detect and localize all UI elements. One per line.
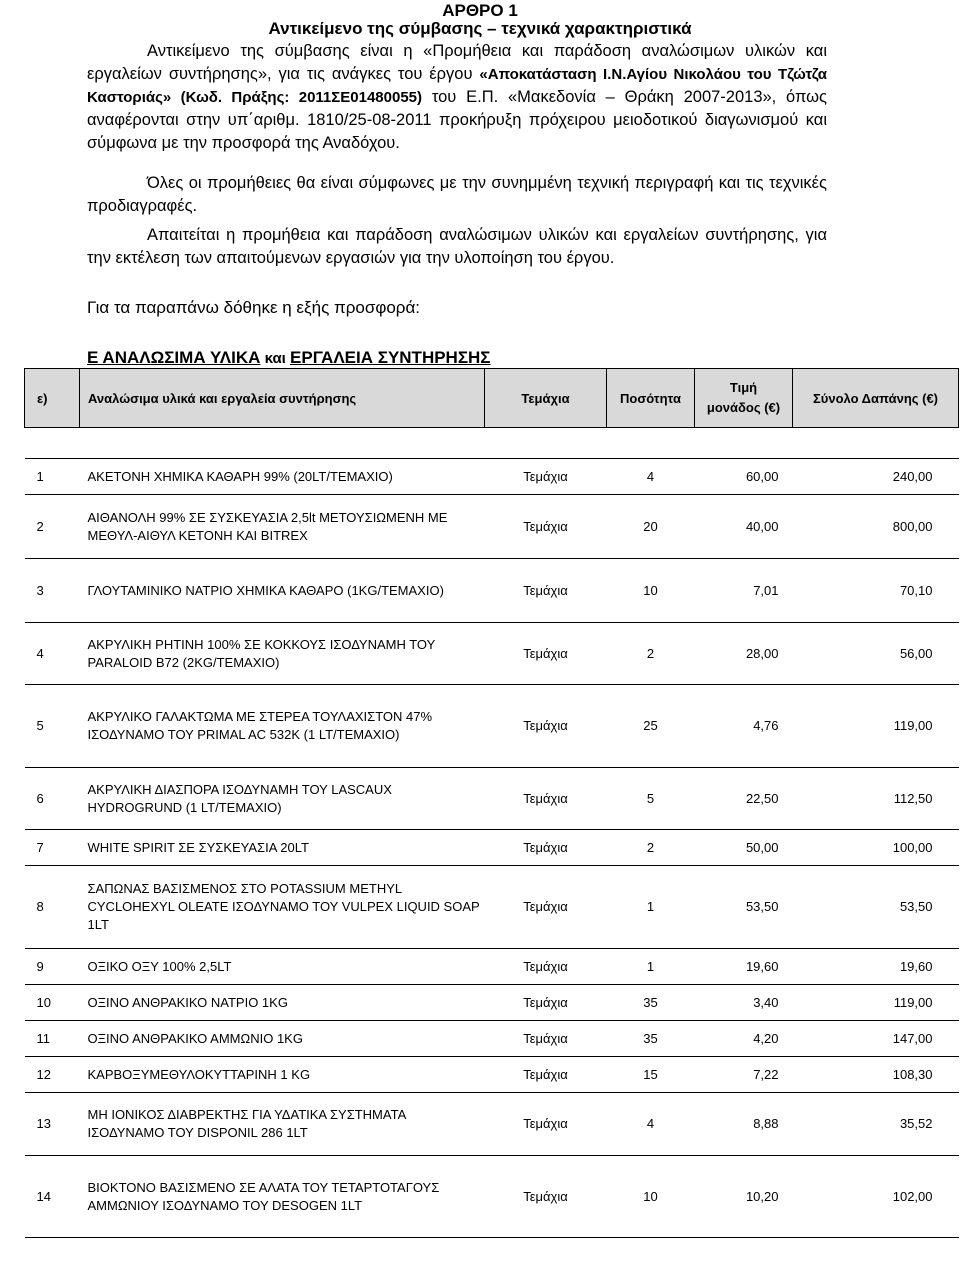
row-number: 6 xyxy=(25,768,80,830)
row-unit-price: 28,00 xyxy=(695,623,793,685)
row-number: 12 xyxy=(25,1057,80,1093)
table-row xyxy=(25,768,959,830)
row-number: 13 xyxy=(25,1093,80,1156)
header-unit: Τεμάχια xyxy=(485,369,607,428)
row-number: 11 xyxy=(25,1021,80,1057)
header-letter: ε) xyxy=(25,369,80,428)
row-description: ΑΚΡΥΛΙΚΗ ΔΙΑΣΠΟΡΑ ΙΣΟΔΥΝΑΜΗ ΤΟΥ LASCAUX HYDROGRUND (1 LT/ΤΕΜΑΧΙΟ) xyxy=(80,768,485,830)
row-quantity: 1 xyxy=(607,949,695,985)
row-description: ΑΚΡΥΛΙΚΟ ΓΑΛΑΚΤΩΜΑ ΜΕ ΣΤΕΡΕΑ ΤΟΥΛΑΧΙΣΤΟΝ 47% ΙΣΟΔΥΝΑΜΟ ΤΟΥ PRIMAL AC 532K (1 LT/ΤΕΜΑΧΙΟ) xyxy=(80,685,485,768)
row-unit-price: 53,50 xyxy=(695,866,793,949)
section-title xyxy=(87,347,491,370)
row-unit: Τεμάχια xyxy=(485,623,607,685)
paragraph-requirement xyxy=(87,224,827,270)
row-unit-price: 8,88 xyxy=(695,1093,793,1156)
row-unit: Τεμάχια xyxy=(485,866,607,949)
row-unit: Τεμάχια xyxy=(485,985,607,1021)
table-row xyxy=(25,985,959,1021)
row-quantity: 4 xyxy=(607,459,695,495)
header-unit-price-line1: Τιμή xyxy=(729,380,758,395)
table-row xyxy=(25,830,959,866)
table-row xyxy=(25,1021,959,1057)
row-quantity: 1 xyxy=(607,866,695,949)
row-total: 70,10 xyxy=(793,559,959,623)
items-table xyxy=(24,368,959,1238)
row-description: ΑΙΘΑΝΟΛΗ 99% ΣΕ ΣΥΣΚΕΥΑΣΙΑ 2,5lt ΜΕΤΟΥΣΙΩΜΕΝΗ ΜΕ ΜΕΘΥΛ-ΑΙΘΥΛ ΚΕΤΟΝΗ ΚΑΙ BITREX xyxy=(80,495,485,559)
header-unit-price xyxy=(695,369,793,428)
paragraph-compliance-text: Όλες οι προμήθειες θα είναι σύμφωνες με την συνημμένη τεχνική περιγραφή και τις τεχνικές προδιαγραφές. xyxy=(87,174,827,215)
row-quantity: 15 xyxy=(607,1057,695,1093)
row-number: 9 xyxy=(25,949,80,985)
row-description: ΒΙΟΚΤΟΝΟ ΒΑΣΙΣΜΕΝΟ ΣΕ ΑΛΑΤΑ ΤΟΥ ΤΕΤΑΡΤΟΤΑΓΟΥΣ ΑΜΜΩΝΙΟΥ ΙΣΟΔΥΝΑΜΟ ΤΟΥ DESOGEN 1LT xyxy=(80,1156,485,1238)
row-unit-price: 22,50 xyxy=(695,768,793,830)
row-description: ΟΞΙΚΟ ΟΞΥ 100% 2,5LT xyxy=(80,949,485,985)
table-row xyxy=(25,459,959,495)
row-total: 100,00 xyxy=(793,830,959,866)
row-description: ΑΚΡΥΛΙΚΗ ΡΗΤΙΝΗ 100% ΣΕ ΚΟΚΚΟΥΣ ΙΣΟΔΥΝΑΜΗ ΤΟΥ PARALOID B72 (2KG/ΤΕΜΑΧΙΟ) xyxy=(80,623,485,685)
row-description: ΚΑΡΒΟΞΥΜΕΘΥΛΟΚΥΤΤΑΡΙΝΗ 1 KG xyxy=(80,1057,485,1093)
row-total: 147,00 xyxy=(793,1021,959,1057)
row-number: 10 xyxy=(25,985,80,1021)
row-quantity: 2 xyxy=(607,623,695,685)
table-row xyxy=(25,495,959,559)
table-header-row xyxy=(25,369,959,428)
row-total: 119,00 xyxy=(793,985,959,1021)
row-description: ΑΚΕΤΟΝΗ ΧΗΜΙΚΑ ΚΑΘΑΡΗ 99% (20LT/ΤΕΜΑΧΙΟ) xyxy=(80,459,485,495)
row-total: 108,30 xyxy=(793,1057,959,1093)
section-title-part2: και xyxy=(260,350,291,367)
row-quantity: 35 xyxy=(607,985,695,1021)
row-unit: Τεμάχια xyxy=(485,559,607,623)
paragraph-compliance xyxy=(87,172,827,218)
table-spacer-row xyxy=(25,428,959,459)
row-description: ΓΛΟΥΤΑΜΙΝΙΚΟ ΝΑΤΡΙΟ ΧΗΜΙΚΑ ΚΑΘΑΡΟ (1KG/ΤΕΜΑΧΙΟ) xyxy=(80,559,485,623)
table-body xyxy=(25,428,959,1238)
header-total: Σύνολο Δαπάνης (€) xyxy=(793,369,959,428)
row-description: ΟΞΙΝΟ ΑΝΘΡΑΚΙΚΟ ΝΑΤΡΙΟ 1KG xyxy=(80,985,485,1021)
offer-intro: Για τα παραπάνω δόθηκε η εξής προσφορά: xyxy=(87,298,421,317)
row-unit: Τεμάχια xyxy=(485,830,607,866)
row-total: 240,00 xyxy=(793,459,959,495)
paragraph-subject xyxy=(87,40,827,155)
row-unit: Τεμάχια xyxy=(485,459,607,495)
row-description: ΣΑΠΩΝΑΣ ΒΑΣΙΣΜΕΝΟΣ ΣΤΟ POTASSIUM METHYL CYCLOHEXYL OLEATE ΙΣΟΔΥΝΑΜΟ ΤΟΥ VULPEX LIQUID SOAP 1LT xyxy=(80,866,485,949)
row-unit-price: 40,00 xyxy=(695,495,793,559)
section-title-part1: Ε ΑΝΑΛΩΣΙΜΑ ΥΛΙΚΑ xyxy=(87,348,261,367)
row-description: ΜΗ ΙΟΝΙΚΟΣ ΔΙΑΒΡΕΚΤΗΣ ΓΙΑ ΥΔΑΤΙΚΑ ΣΥΣΤΗΜΑΤΑ ΙΣΟΔΥΝΑΜΟ ΤΟΥ DISPONIL 286 1LT xyxy=(80,1093,485,1156)
paragraph-subject-end: του Ε.Π. «Μακεδονία – Θράκη 2007-2013», όπως αναφέρονται στην υπ΄αριθμ. 1810/25-08-2011 προκήρυξη πρόχειρου μειοδοτικού διαγωνισμού και σύμφωνα με την προσφορά της Αναδόχου. xyxy=(87,88,827,152)
row-number: 5 xyxy=(25,685,80,768)
table-row xyxy=(25,559,959,623)
row-total: 53,50 xyxy=(793,866,959,949)
row-unit: Τεμάχια xyxy=(485,768,607,830)
row-total: 119,00 xyxy=(793,685,959,768)
row-unit-price: 7,01 xyxy=(695,559,793,623)
row-quantity: 35 xyxy=(607,1021,695,1057)
row-description: WHITE SPIRIT ΣΕ ΣΥΣΚΕΥΑΣΙΑ 20LT xyxy=(80,830,485,866)
paragraph-subject-project: «Αποκατάσταση Ι.Ν.Αγίου Νικολάου του Τζώτζα Καστοριάς» (Κωδ. Πράξης: 2011ΣΕ01480055) xyxy=(87,66,828,106)
row-unit: Τεμάχια xyxy=(485,495,607,559)
row-quantity: 2 xyxy=(607,830,695,866)
row-number: 7 xyxy=(25,830,80,866)
row-quantity: 5 xyxy=(607,768,695,830)
table-row xyxy=(25,1057,959,1093)
row-number: 8 xyxy=(25,866,80,949)
row-unit-price: 60,00 xyxy=(695,459,793,495)
section-title-part3: ΕΡΓΑΛΕΙΑ ΣΥΝΤΗΡΗΣΗΣ xyxy=(290,348,491,367)
table-row xyxy=(25,866,959,949)
row-unit-price: 10,20 xyxy=(695,1156,793,1238)
table-row xyxy=(25,1093,959,1156)
article-subtitle: Αντικείμενο της σύμβασης – τεχνικά χαρακτηριστικά xyxy=(268,19,692,38)
table-row xyxy=(25,685,959,768)
row-quantity: 20 xyxy=(607,495,695,559)
row-number: 3 xyxy=(25,559,80,623)
row-unit: Τεμάχια xyxy=(485,1057,607,1093)
row-unit-price: 4,20 xyxy=(695,1021,793,1057)
row-total: 19,60 xyxy=(793,949,959,985)
row-description: ΟΞΙΝΟ ΑΝΘΡΑΚΙΚΟ ΑΜΜΩΝΙΟ 1KG xyxy=(80,1021,485,1057)
paragraph-requirement-text: Απαιτείται η προμήθεια και παράδοση αναλώσιμων υλικών και εργαλείων συντήρησης, για την εκτέλεση των απαιτούμενων εργασιών για την υλοποίηση του έργου. xyxy=(87,226,827,267)
row-total: 800,00 xyxy=(793,495,959,559)
row-unit: Τεμάχια xyxy=(485,1156,607,1238)
row-number: 2 xyxy=(25,495,80,559)
row-quantity: 10 xyxy=(607,1156,695,1238)
row-quantity: 25 xyxy=(607,685,695,768)
header-quantity: Ποσότητα xyxy=(607,369,695,428)
row-total: 112,50 xyxy=(793,768,959,830)
article-title: ΑΡΘΡΟ 1 xyxy=(442,1,518,20)
row-unit-price: 3,40 xyxy=(695,985,793,1021)
row-unit-price: 19,60 xyxy=(695,949,793,985)
row-unit-price: 7,22 xyxy=(695,1057,793,1093)
row-number: 14 xyxy=(25,1156,80,1238)
row-number: 1 xyxy=(25,459,80,495)
row-unit: Τεμάχια xyxy=(485,685,607,768)
row-unit: Τεμάχια xyxy=(485,949,607,985)
paragraph-subject-start: Αντικείμενο της σύμβασης είναι η «Προμήθεια και παράδοση αναλώσιμων υλικών και εργαλείων συντήρησης», για τις ανάγκες του έργου xyxy=(87,42,827,83)
row-total: 102,00 xyxy=(793,1156,959,1238)
row-unit: Τεμάχια xyxy=(485,1021,607,1057)
header-unit-price-line2: μονάδος (€) xyxy=(706,400,781,415)
table-row xyxy=(25,949,959,985)
table-row xyxy=(25,623,959,685)
row-unit-price: 50,00 xyxy=(695,830,793,866)
header-description: Αναλώσιμα υλικά και εργαλεία συντήρησης xyxy=(80,369,485,428)
row-quantity: 4 xyxy=(607,1093,695,1156)
row-unit-price: 4,76 xyxy=(695,685,793,768)
row-total: 56,00 xyxy=(793,623,959,685)
row-number: 4 xyxy=(25,623,80,685)
table-row xyxy=(25,1156,959,1238)
row-quantity: 10 xyxy=(607,559,695,623)
row-unit: Τεμάχια xyxy=(485,1093,607,1156)
row-total: 35,52 xyxy=(793,1093,959,1156)
